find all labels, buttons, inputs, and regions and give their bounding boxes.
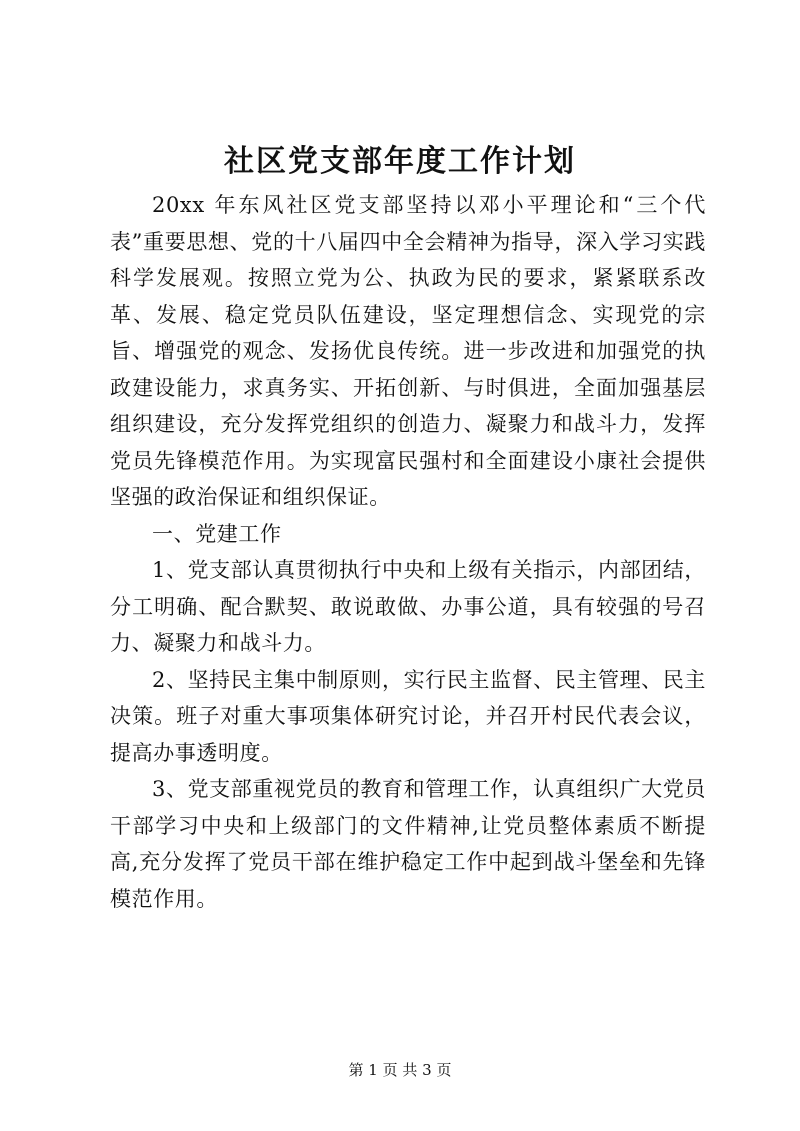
item-paragraph-1: 1、党支部认真贯彻执行中央和上级有关指示，内部团结，分工明确、配合默契、敢说敢做、办事公道，具有较强的号召力、凝聚力和战斗力。 <box>110 558 706 655</box>
page-footer: 第 1 页 共 3 页 <box>348 1061 452 1079</box>
section-heading: 一、党建工作 <box>152 521 282 546</box>
item-paragraph-2: 2、坚持民主集中制原则，实行民主监督、民主管理、民主决策。班子对重大事项集体研究讨论，并召开村民代表会议，提高办事透明度。 <box>110 667 706 765</box>
item-paragraph-3: 3、党支部重视党员的教育和管理工作，认真组织广大党员干部学习中央和上级部门的文件精神,让党员整体素质不断提高,充分发挥了党员干部在维护稳定工作中起到战斗堡垒和先锋模范作用。 <box>110 777 706 911</box>
document-title: 社区党支部年度工作计划 <box>224 144 576 179</box>
document-body <box>110 187 706 917</box>
intro-paragraph: 20xx 年东风社区党支部坚持以邓小平理论和“三个代表”重要思想、党的十八届四中全会精神为指导，深入学习实践科学发展观。按照立党为公、执政为民的要求，紧紧联系改革、发展、稳定党员队伍建设，坚定理想信念、实现党的宗旨、增强党的观念、发扬优良传统。进一步改进和加强党的执政建设能力，求真务实、开拓创新、与时俱进，全面加强基层组织建设，充分发挥党组织的创造力、凝聚力和战斗力，发挥党员先锋模范作用。为实现富民强村和全面建设小康社会提供坚强的政治保证和组织保证。 <box>110 193 706 509</box>
